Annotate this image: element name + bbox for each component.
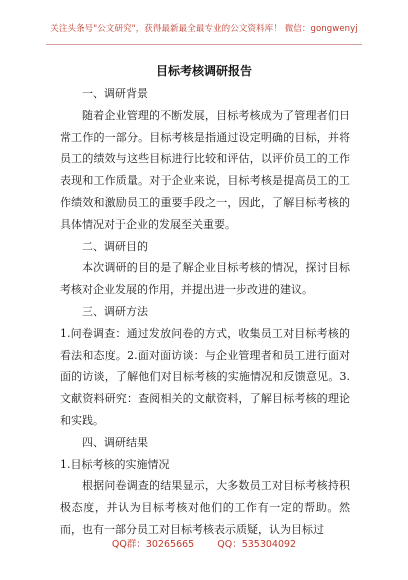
document-title: 目标考核调研报告 <box>155 64 252 78</box>
footer-qq-group: QQ群：30265665 <box>111 539 195 550</box>
paragraph-method: 1.问卷调查：通过发放问卷的方式，收集员工对目标考核的看法和态度。2.面对面访谈：与企业管理者和员工进行面对面的访谈，了解他们对目标考核的实施情况和反馈意见。3.文献资料研究：查阅相关的文献资料，了解目标考核的理论和实践。 <box>60 326 350 427</box>
header-banner: 关注头条号"公文研究"，获得最新最全最专业的公文资料库！ 微信：gongwenyj <box>50 24 358 34</box>
section-heading-purpose: 二、调研目的 <box>82 239 148 253</box>
section-heading-method: 三、调研方法 <box>82 304 148 318</box>
paragraph-background: 随着企业管理的不断发展，目标考核成为了管理者们日常工作的一部分。目标考核是指通过设定明确的目标，并将员工的绩效与这些目标进行比较和评估，以评价员工的工作表现和工作质量。对于企业来说，目标考核是提高员工的工作绩效和激励员工的重要手段之一，因此，了解目标考核的具体情况对于企业的发展至关重要。 <box>60 108 350 231</box>
paragraph-result: 根据问卷调查的结果显示，大多数员工对目标考核持积极态度，并认为目标考核对他们的工作有一定的帮助。然而，也有一部分员工对目标考核表示质疑，认为目标过 <box>60 479 350 536</box>
paragraph-purpose: 本次调研的目的是了解企业目标考核的情况，探讨目标考核对企业发展的作用，并提出进一步改进的建议。 <box>60 261 350 297</box>
header-divider <box>46 44 362 45</box>
footer-qq-number: QQ：535304092 <box>217 539 297 550</box>
document-body <box>60 83 350 541</box>
section-heading-result: 四、调研结果 <box>82 435 148 449</box>
subheading-implementation: 1.目标考核的实施情况 <box>60 457 170 471</box>
footer-contact <box>0 536 408 550</box>
section-heading-background: 一、调研背景 <box>82 87 148 100</box>
